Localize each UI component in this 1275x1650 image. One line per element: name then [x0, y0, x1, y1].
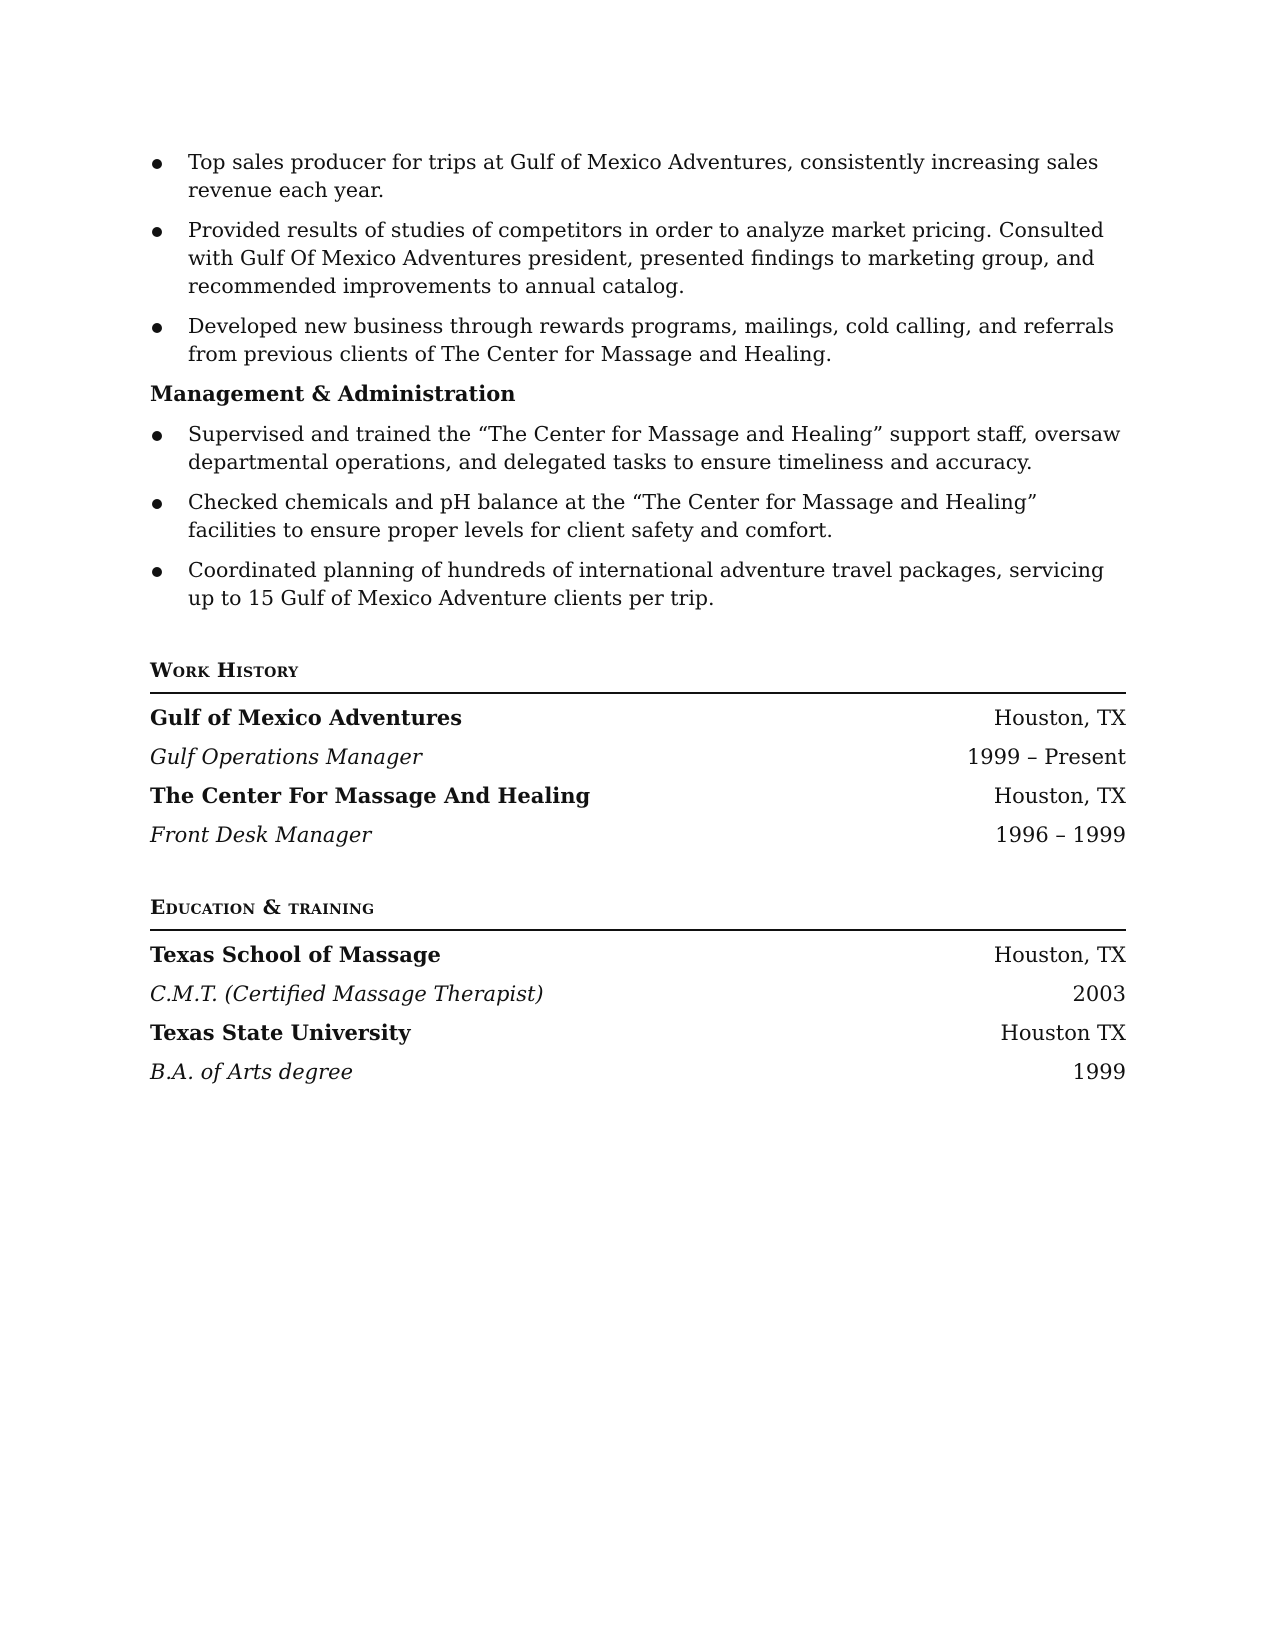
- credential-year: 2003: [1072, 982, 1126, 1006]
- employer-name: Gulf of Mexico Adventures: [150, 705, 463, 730]
- position-row: [150, 743, 1126, 771]
- school-name: Texas State University: [150, 1020, 411, 1045]
- job-title: Gulf Operations Manager: [150, 745, 422, 769]
- bullet-text: Provided results of studies of competitors in order to analyze market pricing. Consulted with Gulf Of Mexico Adventures president, presented findings to marketing group, and recommended improvements to annual catalog.: [188, 218, 1104, 298]
- management-heading: Management & Administration: [150, 381, 516, 406]
- employer-row: [150, 704, 1126, 732]
- section-title: Work History: [150, 658, 1126, 694]
- resume-page: [150, 148, 1126, 1097]
- credential-row: [150, 1058, 1126, 1086]
- school-row: [150, 1019, 1126, 1047]
- list-item: [150, 216, 1126, 300]
- bullet-icon: [152, 567, 162, 577]
- bullet-text: Checked chemicals and pH balance at the “The Center for Massage and Healing” facilities to ensure proper levels for client safety and comfort.: [188, 490, 1038, 542]
- bullet-text: Top sales producer for trips at Gulf of Mexico Adventures, consistently increasing sales revenue each year.: [188, 150, 1099, 202]
- school-name: Texas School of Massage: [150, 942, 441, 967]
- school-location: Houston TX: [1000, 1021, 1126, 1045]
- job-dates: 1999 – Present: [966, 745, 1126, 769]
- list-item: [150, 420, 1126, 476]
- credential: B.A. of Arts degree: [150, 1060, 354, 1084]
- work-history-section: [150, 658, 1126, 849]
- credential-row: [150, 980, 1126, 1008]
- list-item: [150, 556, 1126, 612]
- employer-location: Houston, TX: [993, 706, 1126, 730]
- bullet-text: Coordinated planning of hundreds of international adventure travel packages, servicing up to 15 Gulf of Mexico Adventure clients per trip.: [188, 558, 1105, 610]
- bullet-text: Supervised and trained the “The Center for Massage and Healing” support staff, oversaw departmental operations, and delegated tasks to ensure timeliness and accuracy.: [188, 422, 1121, 474]
- list-item: [150, 148, 1126, 204]
- section-title: Education & training: [150, 895, 1126, 931]
- bullet-text: Developed new business through rewards programs, mailings, cold calling, and referrals from previous clients of The Center for Massage and Healing.: [188, 314, 1115, 366]
- job-title: Front Desk Manager: [150, 823, 372, 847]
- education-section: [150, 895, 1126, 1086]
- bullet-icon: [152, 431, 162, 441]
- credential-year: 1999: [1072, 1060, 1126, 1084]
- employer-name: The Center For Massage And Healing: [150, 783, 591, 808]
- employer-location: Houston, TX: [993, 784, 1126, 808]
- list-item: [150, 488, 1126, 544]
- job-dates: 1996 – 1999: [995, 823, 1126, 847]
- bullet-icon: [152, 323, 162, 333]
- accomplishments-list: [150, 148, 1126, 368]
- school-row: [150, 941, 1126, 969]
- list-item: [150, 312, 1126, 368]
- bullet-icon: [152, 499, 162, 509]
- school-location: Houston, TX: [993, 943, 1126, 967]
- bullet-icon: [152, 227, 162, 237]
- bullet-icon: [152, 159, 162, 169]
- position-row: [150, 821, 1126, 849]
- management-list: [150, 420, 1126, 612]
- credential: C.M.T. (Certified Massage Therapist): [150, 982, 544, 1006]
- employer-row: [150, 782, 1126, 810]
